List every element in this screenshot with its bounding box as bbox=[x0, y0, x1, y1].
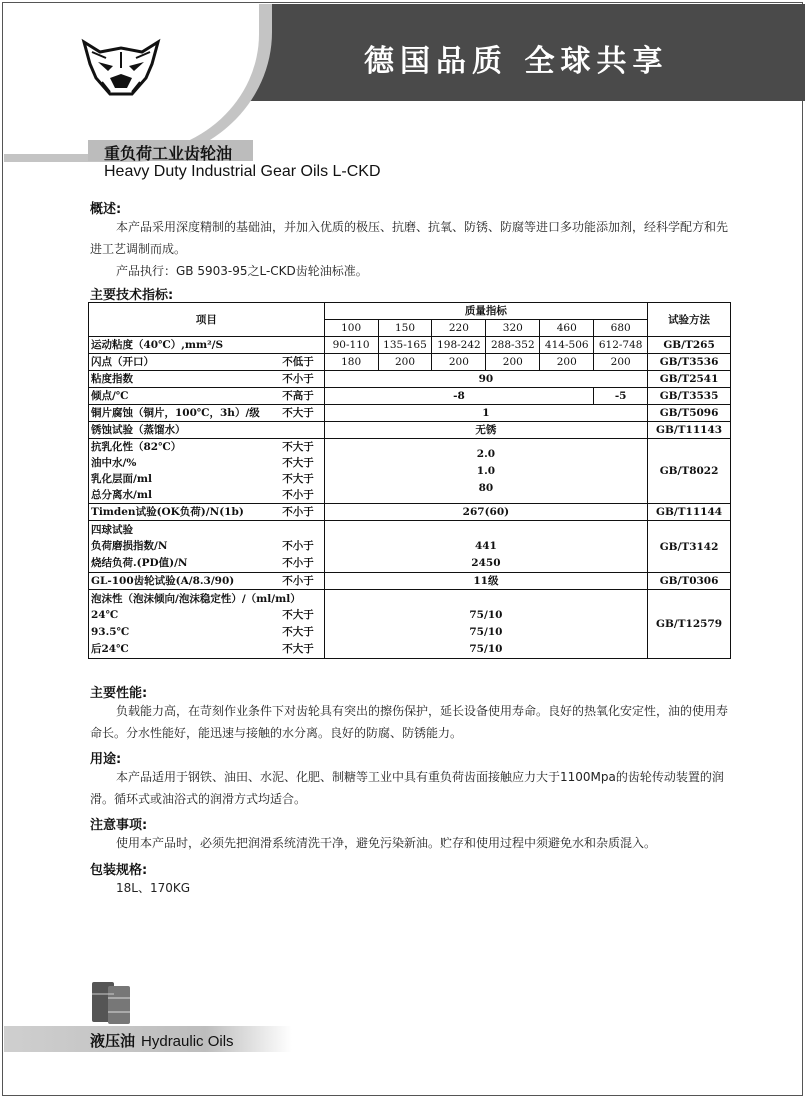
row-condition: 不高于 bbox=[278, 388, 324, 405]
row-condition: 不小于 bbox=[278, 573, 324, 590]
row-condition: 不小于 bbox=[278, 487, 324, 504]
value-cell: 75/10 bbox=[469, 626, 503, 638]
value-cell: 200 bbox=[378, 354, 432, 371]
row-condition: 不大于 bbox=[278, 405, 324, 422]
overview-standard: 产品执行：GB 5903-95之L-CKD齿轮油标准。 bbox=[116, 264, 368, 278]
col-method-header: 试验方法 bbox=[648, 303, 731, 337]
row-label: 粘度指数 bbox=[89, 371, 279, 388]
usage-paragraph: 本产品适用于钢铁、油田、水泥、化肥、制糖等工业中具有重负荷齿面接触应力大于1100Mpa的齿轮传动装置的润滑。循环式或油浴式的润滑方式均适合。 bbox=[90, 770, 724, 806]
value-cell: 90 bbox=[324, 371, 647, 388]
overview-paragraph: 本产品采用深度精制的基础油，并加入优质的极压、抗磨、抗氧、防锈、防腐等进口多功能添加剂，经科学配方和先进工艺调制而成。 bbox=[90, 220, 729, 256]
table-header-row bbox=[89, 303, 731, 320]
method-cell: GB/T265 bbox=[648, 337, 731, 354]
row-label: 油中水/% bbox=[89, 455, 279, 471]
method-cell: GB/T5096 bbox=[648, 405, 731, 422]
row-label: 乳化层面/ml bbox=[89, 471, 279, 487]
row-condition: 不小于 bbox=[278, 555, 324, 573]
value-cell: 75/10 bbox=[469, 609, 503, 621]
packaging-text bbox=[90, 877, 736, 899]
value-cell: -8 bbox=[324, 388, 594, 405]
grade-cell: 460 bbox=[540, 320, 594, 337]
method-cell: GB/T8022 bbox=[648, 439, 731, 504]
foam-values bbox=[324, 590, 647, 659]
method-cell: GB/T11144 bbox=[648, 504, 731, 521]
method-cell: GB/T0306 bbox=[648, 573, 731, 590]
value-cell: 441 bbox=[474, 540, 497, 552]
row-label: 泡沫性（泡沫倾向/泡沫稳定性）/（ml/ml） bbox=[89, 590, 325, 608]
method-cell: GB/T3536 bbox=[648, 354, 731, 371]
row-condition bbox=[278, 521, 324, 539]
footer-label-cn: 液压油 bbox=[90, 1032, 136, 1050]
row-condition: 不大于 bbox=[278, 641, 324, 659]
value-cell: 198-242 bbox=[432, 337, 486, 354]
usage-heading: 用途: bbox=[90, 752, 122, 767]
row-condition: 不小于 bbox=[278, 538, 324, 555]
row-label: 24℃ bbox=[89, 607, 279, 624]
method-cell: GB/T3142 bbox=[648, 521, 731, 573]
value-cell: 1.0 bbox=[476, 464, 496, 477]
row-label: 铜片腐蚀（铜片，100℃，3h）/级 bbox=[89, 405, 279, 422]
value-cell: 180 bbox=[324, 354, 378, 371]
method-cell: GB/T12579 bbox=[648, 590, 731, 659]
row-condition: 不大于 bbox=[278, 471, 324, 487]
notes-heading: 注意事项: bbox=[90, 818, 148, 833]
row-label: 运动粘度（40℃）,mm²/S bbox=[89, 337, 325, 354]
table-row bbox=[89, 354, 731, 371]
footer-label bbox=[90, 1030, 234, 1051]
demulsibility-values bbox=[324, 439, 647, 504]
table-row bbox=[89, 521, 731, 539]
row-label: 总分离水/ml bbox=[89, 487, 279, 504]
value-cell: 80 bbox=[478, 481, 494, 494]
overview-heading: 概述: bbox=[90, 202, 122, 217]
row-label: 闪点（开口） bbox=[89, 354, 279, 371]
method-cell: GB/T2541 bbox=[648, 371, 731, 388]
notes-text bbox=[90, 832, 736, 854]
packaging-value: 18L、170KG bbox=[116, 881, 191, 895]
oil-drums-icon bbox=[90, 978, 134, 1026]
row-label: 倾点/℃ bbox=[89, 388, 279, 405]
notes-paragraph: 使用本产品时，必须先把润滑系统清洗干净，避免污染新油。贮存和使用过程中须避免水和杂质混入。 bbox=[116, 836, 657, 850]
value-cell: 75/10 bbox=[469, 643, 503, 655]
value-cell: 2450 bbox=[471, 557, 501, 569]
value-cell: 无锈 bbox=[324, 422, 647, 439]
wildcat-logo-icon bbox=[80, 38, 162, 98]
value-cell: 1 bbox=[324, 405, 647, 422]
grade-cell: 680 bbox=[594, 320, 648, 337]
packaging-heading: 包装规格: bbox=[90, 863, 148, 878]
performance-text bbox=[90, 700, 736, 744]
table-row bbox=[89, 337, 731, 354]
header-slogan: 德国品质 全球共享 bbox=[364, 44, 669, 79]
row-label: GL-100齿轮试验(A/8.3/90) bbox=[89, 573, 279, 590]
product-title-cn: 重负荷工业齿轮油 bbox=[104, 144, 233, 163]
overview-text bbox=[90, 216, 736, 282]
value-cell: 200 bbox=[432, 354, 486, 371]
row-label: 锈蚀试验（蒸馏水） bbox=[89, 422, 325, 439]
table-row bbox=[89, 388, 731, 405]
performance-heading: 主要性能: bbox=[90, 686, 148, 701]
table-row bbox=[89, 371, 731, 388]
value-cell: 612-748 bbox=[594, 337, 648, 354]
grade-cell: 100 bbox=[324, 320, 378, 337]
value-cell: 11级 bbox=[324, 573, 647, 590]
method-cell: GB/T3535 bbox=[648, 388, 731, 405]
value-cell: 2.0 bbox=[476, 447, 496, 460]
four-ball-values bbox=[324, 521, 647, 573]
table-row bbox=[89, 573, 731, 590]
performance-paragraph: 负载能力高，在苛刻作业条件下对齿轮具有突出的擦伤保护，延长设备使用寿命。良好的热氧化安定性，油的使用寿命长。分水性能好，能迅速与接触的水分离。良好的防腐、防锈能力。 bbox=[90, 704, 729, 740]
row-label: 抗乳化性（82℃） bbox=[89, 439, 279, 456]
table-row bbox=[89, 422, 731, 439]
grade-cell: 320 bbox=[486, 320, 540, 337]
row-label: 93.5℃ bbox=[89, 624, 279, 641]
value-cell: 288-352 bbox=[486, 337, 540, 354]
specs-table bbox=[88, 302, 731, 659]
specs-heading: 主要技术指标: bbox=[90, 288, 174, 303]
value-cell: 200 bbox=[594, 354, 648, 371]
value-cell: 200 bbox=[540, 354, 594, 371]
value-cell: 200 bbox=[486, 354, 540, 371]
table-row bbox=[89, 405, 731, 422]
row-label: 后24℃ bbox=[89, 641, 279, 659]
row-condition: 不小于 bbox=[278, 504, 324, 521]
table-row bbox=[89, 439, 731, 456]
value-cell: 414-506 bbox=[540, 337, 594, 354]
table-row bbox=[89, 590, 731, 608]
method-cell: GB/T11143 bbox=[648, 422, 731, 439]
row-label: 负荷磨损指数/N bbox=[89, 538, 279, 555]
product-title-en: Heavy Duty Industrial Gear Oils L-CKD bbox=[104, 163, 381, 180]
value-cell: 267(60) bbox=[324, 504, 647, 521]
grade-cell: 220 bbox=[432, 320, 486, 337]
grade-cell: 150 bbox=[378, 320, 432, 337]
usage-text bbox=[90, 766, 736, 810]
col-item-header: 项目 bbox=[89, 303, 325, 337]
row-condition: 不大于 bbox=[278, 624, 324, 641]
row-label: 烧结负荷.(PD值)/N bbox=[89, 555, 279, 573]
row-condition: 不大于 bbox=[278, 455, 324, 471]
row-label: 四球试验 bbox=[89, 521, 279, 539]
row-condition: 不低于 bbox=[278, 354, 324, 371]
col-quality-header: 质量指标 bbox=[324, 303, 647, 320]
row-condition: 不小于 bbox=[278, 371, 324, 388]
footer-label-en: Hydraulic Oils bbox=[141, 1033, 234, 1050]
table-row bbox=[89, 504, 731, 521]
row-condition: 不大于 bbox=[278, 607, 324, 624]
value-cell: 135-165 bbox=[378, 337, 432, 354]
value-cell: -5 bbox=[594, 388, 648, 405]
row-condition: 不大于 bbox=[278, 439, 324, 456]
value-cell: 90-110 bbox=[324, 337, 378, 354]
row-label: Timden试验(OK负荷)/N(1b) bbox=[89, 504, 279, 521]
